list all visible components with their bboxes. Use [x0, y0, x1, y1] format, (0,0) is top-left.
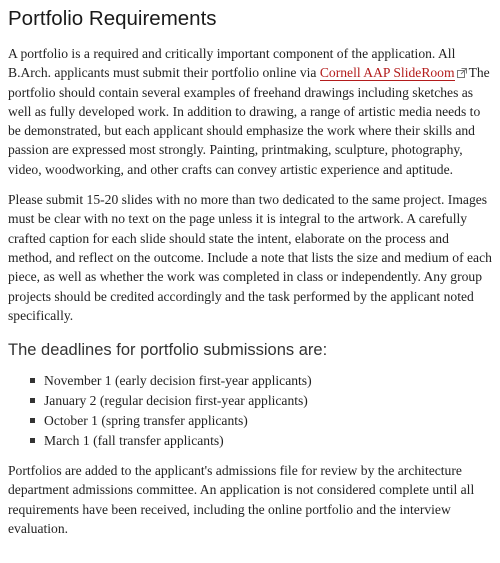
page-title: Portfolio Requirements [8, 7, 217, 30]
intro-text-after-link: The portfolio should contain several examples of freehand drawings including sketches as well as fully developed work. In addition to drawing, a range of artistic media needs to be demonstrated, but each applicant should emphasize the work where their skills and passion are expressed most strongly. Painting, printmaking, sculpture, photography, video, woodworking, and other crafts can convey artistic experience and aptitude. [8, 65, 490, 177]
intro-text-before-link: A portfolio is a required and critically important component of the application. All B.Arch. applicants must submit their portfolio online via [8, 46, 456, 81]
closing-paragraph: Portfolios are added to the applicant's admissions file for review by the architecture department admissions committee. An application is not considered complete until all requirements have been received, including the online portfolio and the interview evaluation. [8, 463, 475, 537]
slideroom-link[interactable]: Cornell AAP SlideRoom [319, 65, 455, 81]
square-bullet-icon [30, 438, 35, 443]
deadlines-heading: The deadlines for portfolio submissions are: [8, 341, 328, 360]
square-bullet-icon [30, 378, 35, 383]
list-item: October 1 (spring transfer applicants) [30, 411, 492, 431]
list-item: November 1 (early decision first-year applicants) [30, 371, 492, 391]
intro-paragraph [8, 44, 492, 179]
external-link-icon [457, 64, 467, 74]
portfolio-requirements-section [8, 6, 492, 549]
slides-paragraph: Please submit 15-20 slides with no more than two dedicated to the same project. Images must be clear with no text on the page unless it is integral to the artwork. A carefully crafted caption for each slide should state the intent, elaborate on the process and method, and reflect on the outcome. Include a note that lists the size and medium of each piece, as well as whether the work was completed in class or independently. Any group projects should be credited accordingly and the task performed by the applicant noted specifically. [8, 192, 492, 323]
list-item: March 1 (fall transfer applicants) [30, 431, 492, 451]
deadlines-list [8, 371, 492, 451]
list-item: January 2 (regular decision first-year applicants) [30, 391, 492, 411]
square-bullet-icon [30, 398, 35, 403]
square-bullet-icon [30, 418, 35, 423]
